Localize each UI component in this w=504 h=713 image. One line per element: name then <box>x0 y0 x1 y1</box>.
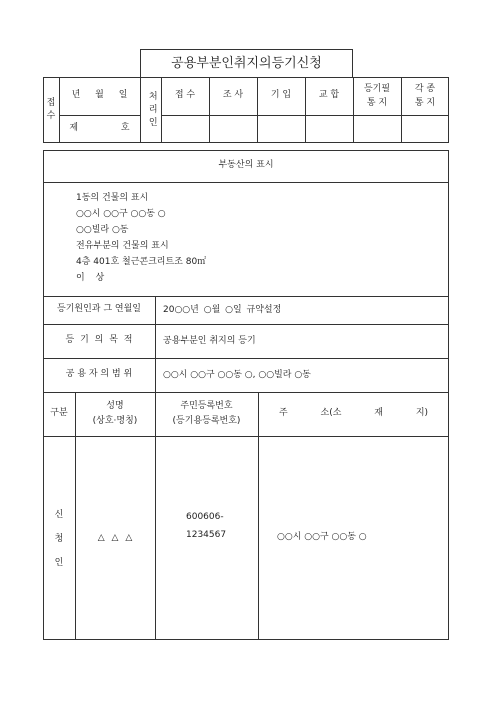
applicant-name: △ △ △ <box>97 532 133 543</box>
property-line: ○○빌라 ○동 <box>76 225 129 235</box>
step-entry: 기 입 <box>270 90 292 101</box>
step-receipt: 접 수 <box>174 90 196 101</box>
step-completion-notice: 등기필 통 지 <box>363 84 391 108</box>
property-section-title: 부동산의 표시 <box>218 160 274 171</box>
cause-date-value: 20○○년 ○월 ○일 규약설정 <box>163 305 282 315</box>
property-line: 4층 401호 철근콘크리트조 80㎡ <box>76 257 207 267</box>
property-line: ○○시 ○○구 ○○동 ○ <box>76 209 166 219</box>
scope-label: 공 용 자 의 범 위 <box>65 369 133 380</box>
step-collation: 교 합 <box>318 90 340 101</box>
header-address: 주 소(소 재 지) <box>278 408 429 419</box>
form-title: 공용부분인취지의등기신청 <box>140 49 353 77</box>
property-line: 이 상 <box>76 273 105 283</box>
date-label: 년 월 일 <box>71 90 128 101</box>
purpose-label: 등 기 의 목 적 <box>65 335 133 346</box>
applicant-id-number: 600606- 1234567 <box>186 512 227 540</box>
property-line: 전유부분의 건물의 표시 <box>76 241 169 251</box>
processing-label: 처리인 <box>146 90 157 130</box>
step-various-notice: 각 종 통 지 <box>414 84 436 108</box>
header-category: 구분 <box>50 408 68 419</box>
header-name: 성명 (상호·명칭) <box>92 401 138 426</box>
purpose-value: 공용부분인 취지의 등기 <box>163 336 256 346</box>
step-investigation: 조 사 <box>222 90 244 101</box>
header-id-number: 주민등록번호 (등기용등록번호) <box>172 401 241 426</box>
number-label: 제 호 <box>69 123 130 134</box>
property-description <box>76 190 436 286</box>
cause-date-label: 등기원인과 그 연월일 <box>57 304 141 315</box>
property-line: 1동의 건물의 표시 <box>76 193 149 203</box>
receipt-label: 접 수 <box>46 98 59 121</box>
applicant-address: ○○시 ○○구 ○○동 ○ <box>277 532 367 542</box>
scope-value: ○○시 ○○구 ○○동 ○, ○○빌라 ○동 <box>163 370 311 380</box>
applicant-row-label: 신 청 인 <box>54 509 64 568</box>
